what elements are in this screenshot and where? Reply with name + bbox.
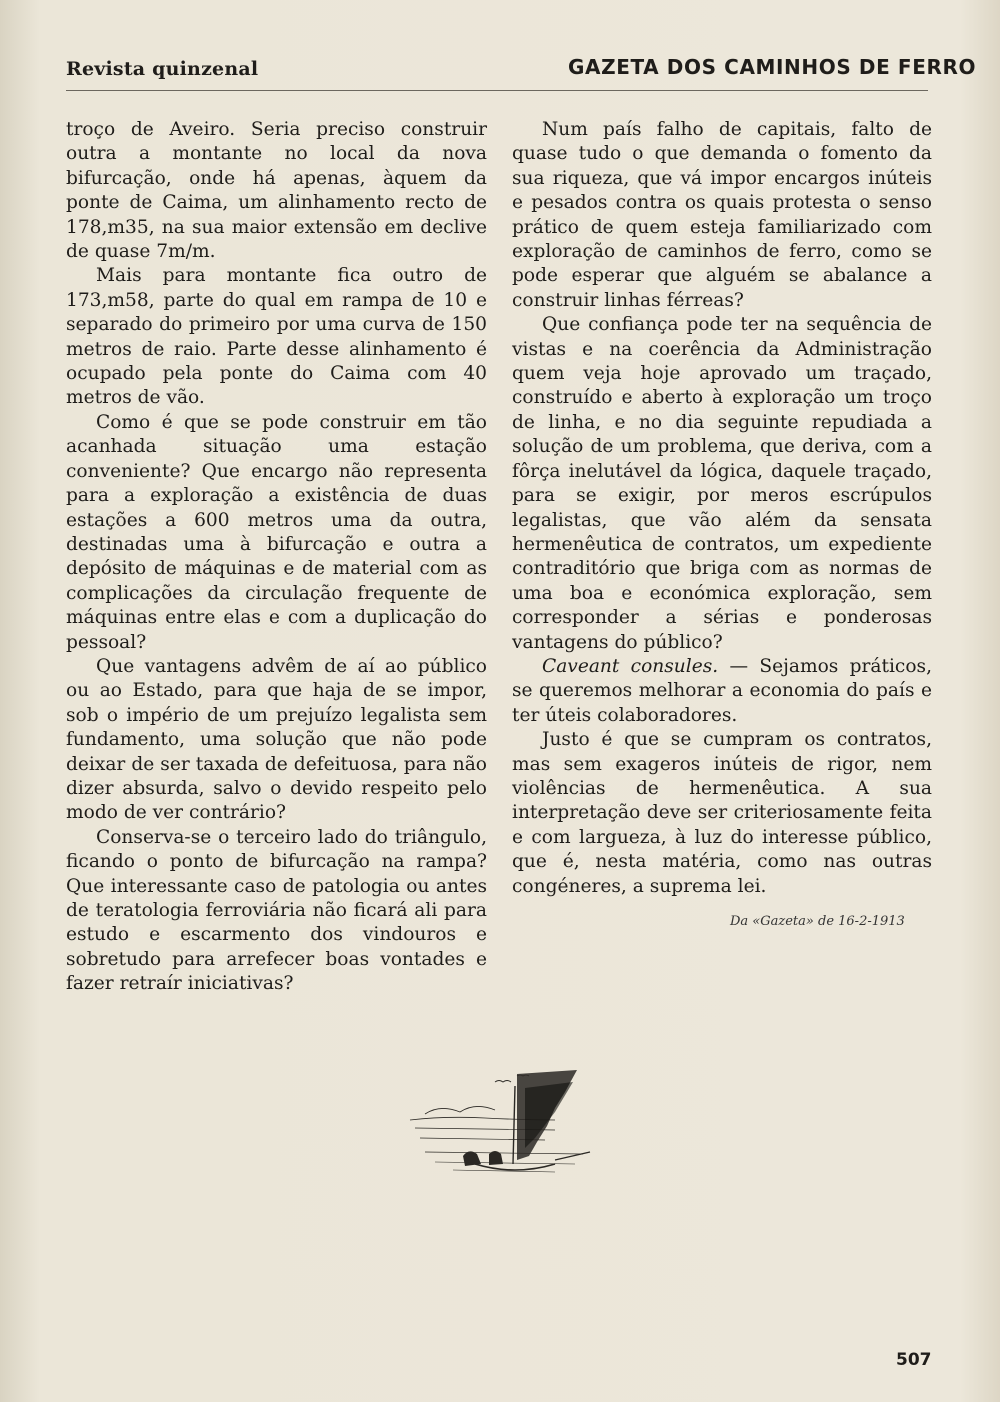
paragraph: Que confiança pode ter na sequência de vistas e na coerência da Administração quem veja hoje aprovado um traçado, construído e aberto à exploração um troço de linha, e no dia seguinte repudiada a solução de um problema, que deriva, com a fôrça inelutável da lógica, daquele traçado, para se exigir, por meros escrúpulos legalistas, que vão além da sensata hermenêutica de contratos, um expediente contraditório que briga com as normas de uma boa e económica exploração, sem corresponder a sérias e ponderosas vantagens do público? xyxy=(512,314,932,653)
paragraph: Justo é que se cumpram os contratos, mas sem exageros inúteis de rigor, nem violências de hermenêutica. A sua interpretação deve ser criteriosamente feita e com largueza, à luz do interesse público, que é, nesta matéria, como nas outras congéneres, a suprema lei. xyxy=(512,729,932,897)
paragraph: Conserva-se o terceiro lado do triângulo, ficando o ponto de bifurcação na rampa? Que interessante caso de patologia ou antes de teratologia ferroviária não ficará ali para estudo e escarmento dos vindouros e sobretudo para arrefecer boas vontades e fazer retraír iniciativas? xyxy=(66,826,487,995)
header-rule xyxy=(66,90,928,91)
boat-vignette-illustration xyxy=(405,1068,605,1178)
paragraph: Como é que se pode construir em tão acanhada situação uma estação conveniente? Que encargo não representa para a exploração a existência de duas estações a 600 metros uma da outra, destinadas uma à bifurcação e outra a depósito de máquinas e de material com as complicações da circulação frequente de máquinas entre elas e com a duplicação do pessoal? xyxy=(66,411,487,653)
left-column xyxy=(66,118,487,997)
latin-phrase: Caveant consules. xyxy=(542,655,719,677)
paragraph: Mais para montante fica outro de 173,m58, parte do qual em rampa de 10 e separado do primeiro por uma curva de 150 metros de raio. Parte desse alinhamento é ocupado pela ponte do Caima com 40 metros de vão. xyxy=(66,265,487,409)
page-number: 507 xyxy=(896,1350,932,1370)
paragraph: Num país falho de capitais, falto de quase tudo o que demanda o fomento da sua riqueza, que vá impor encargos inúteis e pesados contra os quais protesta o senso prático de quem esteja familiarizado com exploração de caminhos de ferro, como se pode esperar que alguém se abalance a construir linhas férreas? xyxy=(512,119,932,311)
paragraph-caveant xyxy=(512,655,932,728)
paragraph-text: — Sejamos práticos, se queremos melhorar a economia do país e ter úteis colaboradores. xyxy=(512,655,932,726)
paragraph: troço de Aveiro. Seria preciso construir outra a montante no local da nova bifurcação, onde há apenas, àquem da ponte de Caima, um alinhamento recto de 178,m35, na sua maior extensão em declive de quase 7m/m. xyxy=(66,119,487,263)
paragraph: Que vantagens advêm de aí ao público ou ao Estado, para que haja de se impor, sob o império de um prejuízo legalista sem fundamento, uma solução que não pode deixar de ser taxada de defeituosa, para não dizer absurda, salvo o devido respeito pelo modo de ver contrário? xyxy=(66,655,487,824)
right-column xyxy=(512,118,932,899)
header-journal-title: GAZETA DOS CAMINHOS DE FERRO xyxy=(568,55,977,79)
header-periodicity: Revista quinzenal xyxy=(66,58,259,80)
source-note: Da «Gazeta» de 16-2-1913 xyxy=(730,914,905,929)
